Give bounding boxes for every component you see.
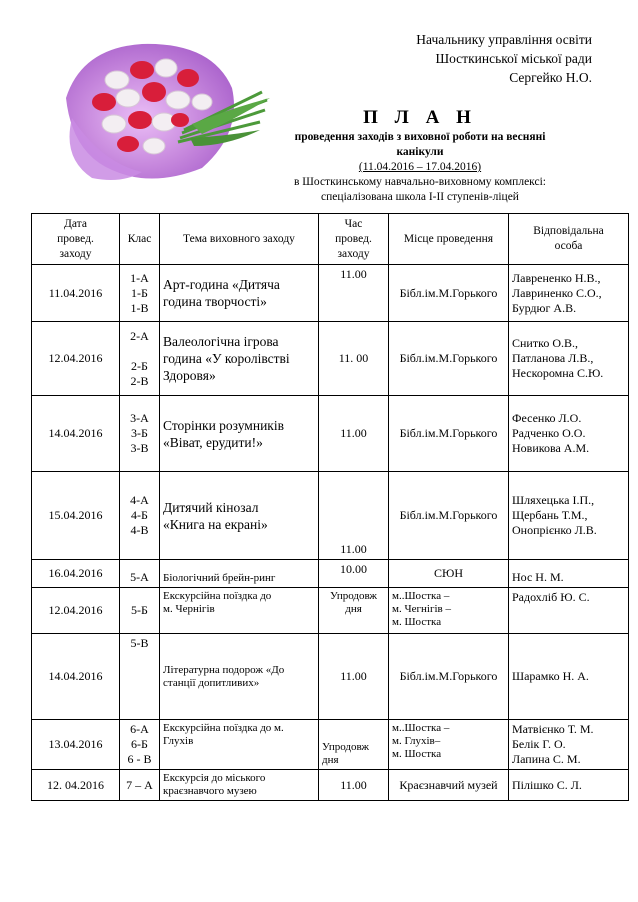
cell-topic: Дитячий кінозал «Книга на екрані»	[160, 472, 319, 560]
cell-time: 11. 00	[319, 322, 389, 396]
period-dates: (11.04.2016 – 17.04.2016)	[358, 161, 482, 173]
institution-line: спеціалізована школа І-ІІ ступенів-ліцей	[321, 191, 519, 203]
cell-date: 13.04.2016	[32, 720, 120, 770]
cell-place: м..Шостка – м. Чегнігів – м. Шостка	[389, 588, 509, 634]
cell-class: 5-А	[120, 560, 160, 588]
cell-place: Краєзнавчий музей	[389, 770, 509, 801]
cell-date: 12.04.2016	[32, 588, 120, 634]
table-row	[32, 770, 629, 801]
header-place: Місце проведення	[389, 214, 509, 265]
plan-table	[31, 213, 629, 801]
cell-topic: Екскурсійна поїздка до м. Глухів	[160, 720, 319, 770]
cell-date: 11.04.2016	[32, 265, 120, 322]
cell-place: м..Шостка – м. Глухів– м. Шостка	[389, 720, 509, 770]
cell-class: 7 – А	[120, 770, 160, 801]
cell-responsible: Фесенко Л.О. Радченко О.О. Новикова А.М.	[509, 396, 629, 472]
cell-class: 6-А 6-Б 6 - В	[120, 720, 160, 770]
cell-time: 11.00	[319, 770, 389, 801]
cell-responsible: Шляхецька І.П., Щербань Т.М., Онопрієнко Л.В.	[509, 472, 629, 560]
cell-topic: Сторінки розумників «Віват, ерудити!»	[160, 396, 319, 472]
cell-time: Упродовж дня	[319, 720, 389, 770]
header-date: Дата провед. заходу	[32, 214, 120, 265]
cell-topic: Арт-година «Дитяча година творчості»	[160, 265, 319, 322]
cell-responsible: Нос Н. М.	[509, 560, 629, 588]
cell-class: 5-Б	[120, 588, 160, 634]
cell-place: Бібл.ім.М.Горького	[389, 396, 509, 472]
addressee-line: Начальнику управління освіти	[416, 32, 592, 47]
cell-responsible: Лаврененко Н.В., Лавриненко С.О., Бурдюг А.В.	[509, 265, 629, 322]
cell-class: 5-В	[120, 634, 160, 720]
cell-class: 2-А 2-Б 2-В	[120, 322, 160, 396]
header-time: Час провед. заходу	[319, 214, 389, 265]
cell-topic: Екскурсія до міського краєзнавчого музею	[160, 770, 319, 801]
cell-date: 12. 04.2016	[32, 770, 120, 801]
cell-time: 11.00	[319, 265, 389, 322]
cell-time: Упродовж дня	[319, 588, 389, 634]
cell-time: 11.00	[319, 396, 389, 472]
subtitle-line: канікули	[396, 146, 444, 158]
addressee-line: Шосткинської міської ради	[435, 51, 592, 66]
subtitle-line: проведення заходів з виховної роботи на весняні	[294, 131, 546, 143]
cell-time: 11.00	[319, 634, 389, 720]
cell-responsible: Радохліб Ю. С.	[509, 588, 629, 634]
table-row	[32, 322, 629, 396]
institution-line: в Шосткинському навчально-виховному комплексі:	[294, 176, 546, 188]
table-row	[32, 588, 629, 634]
table-row	[32, 634, 629, 720]
cell-time: 11.00	[319, 472, 389, 560]
header-topic: Тема виховного заходу	[160, 214, 319, 265]
document-heading	[235, 106, 605, 205]
table-row	[32, 472, 629, 560]
cell-place: Бібл.ім.М.Горького	[389, 634, 509, 720]
table-row	[32, 265, 629, 322]
cell-date: 14.04.2016	[32, 634, 120, 720]
table-row	[32, 560, 629, 588]
header-responsible: Відповідальна особа	[509, 214, 629, 265]
cell-place: Бібл.ім.М.Горького	[389, 472, 509, 560]
cell-class: 4-А 4-Б 4-В	[120, 472, 160, 560]
cell-topic: Екскурсійна поїздка до м. Чернігів	[160, 588, 319, 634]
cell-time: 10.00	[319, 560, 389, 588]
cell-responsible: Пілішко С. Л.	[509, 770, 629, 801]
cell-topic: Валеологічна ігрова година «У королівстві Здоровя»	[160, 322, 319, 396]
cell-topic: Літературна подорож «До станції допитливих»	[160, 634, 319, 720]
cell-class: 1-А 1-Б 1-В	[120, 265, 160, 322]
cell-date: 12.04.2016	[32, 322, 120, 396]
cell-date: 15.04.2016	[32, 472, 120, 560]
cell-responsible: Снитко О.В., Патланова Л.В., Нескоромна С.Ю.	[509, 322, 629, 396]
document-title: П Л А Н	[363, 107, 477, 128]
cell-place: СЮН	[389, 560, 509, 588]
cell-place: Бібл.ім.М.Горького	[389, 322, 509, 396]
cell-date: 16.04.2016	[32, 560, 120, 588]
cell-class: 3-А 3-Б 3-В	[120, 396, 160, 472]
header-class: Клас	[120, 214, 160, 265]
addressee-block	[332, 30, 592, 87]
table-row	[32, 396, 629, 472]
cell-topic: Біологічний брейн-ринг	[160, 560, 319, 588]
addressee-line: Сергейко Н.О.	[509, 70, 592, 85]
cell-place: Бібл.ім.М.Горького	[389, 265, 509, 322]
cell-date: 14.04.2016	[32, 396, 120, 472]
table-row	[32, 720, 629, 770]
cell-responsible: Матвієнко Т. М. Белік Г. О. Лапина С. М.	[509, 720, 629, 770]
table-header-row	[32, 214, 629, 265]
cell-responsible: Шарамко Н. А.	[509, 634, 629, 720]
